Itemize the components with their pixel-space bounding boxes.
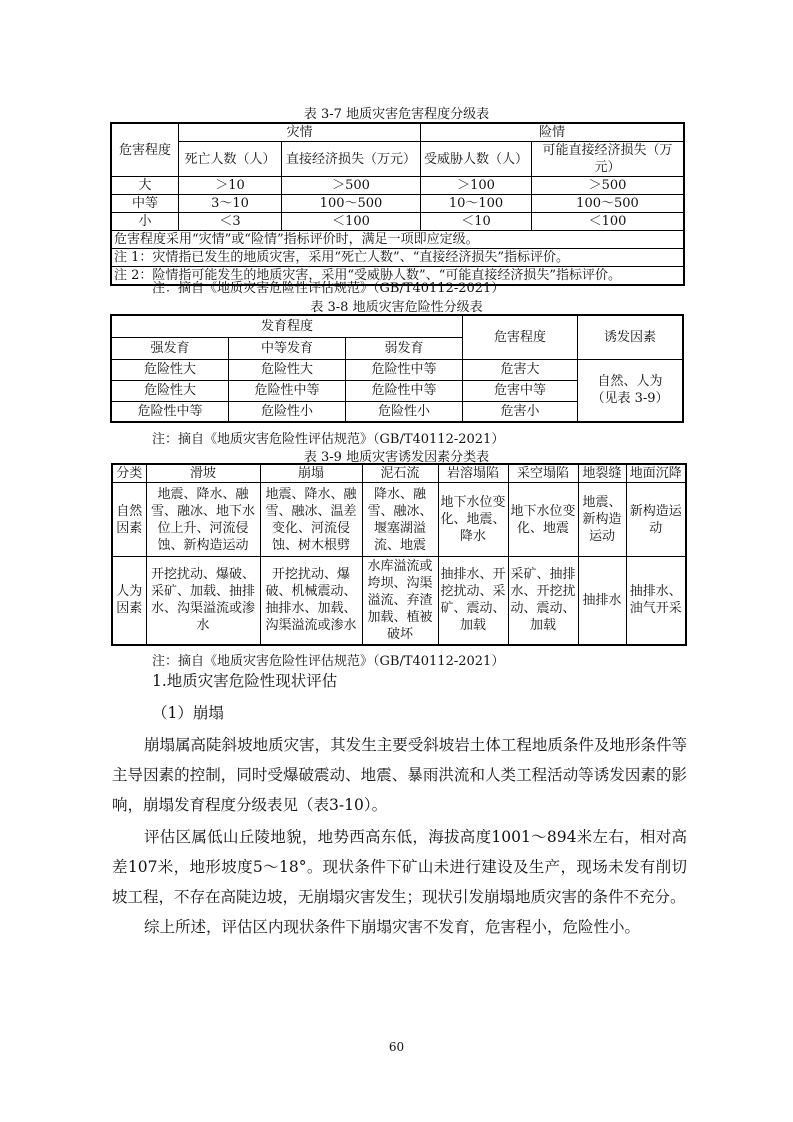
header-mining-subsidence: 采空塌陷 xyxy=(508,464,578,483)
table-cell: 危险性小 xyxy=(346,401,463,422)
table-cell: 中等 xyxy=(111,195,179,213)
table-3-8 xyxy=(110,314,684,423)
subsection-heading: （1）崩塌 xyxy=(152,704,224,722)
header-deaths: 死亡人数（人） xyxy=(179,142,282,177)
table-cell: 100～500 xyxy=(532,195,685,213)
table-row xyxy=(112,557,686,645)
header-landslide: 滑坡 xyxy=(146,464,260,483)
table-cell: 危害大 xyxy=(463,359,578,380)
table-cell: 开挖扰动、爆破、机械震动、抽排水、加载、沟渠溢流或渗水 xyxy=(260,557,362,645)
table-cell: 采矿、抽排水、开挖扰动、震动、加载 xyxy=(508,557,578,645)
table-3-7-caption: 表 3-7 地质灾害危害程度分级表 xyxy=(303,107,490,122)
table-cell: 地震、降水、融雪、融冰、地下水位上升、河流侵蚀、新构造运动 xyxy=(146,483,260,557)
table-cell: 抽排水 xyxy=(578,557,626,645)
paragraph-2: 评估区属低山丘陵地貌，地势西高东低，海拔高度1001～894米左右，相对高差107米，地形坡度5～18°。现状条件下矿山未进行建设及生产，现场未发有削切坡工程，不存在高陡边坡，无崩塌灾害发生；现状引发崩塌地质灾害的条件不充分。 xyxy=(112,828,687,906)
table-row xyxy=(111,213,684,231)
header-degree: 危害程度 xyxy=(111,123,179,177)
table-row xyxy=(112,483,686,557)
header-medium: 中等发育 xyxy=(229,337,346,359)
table-cell: ＞500 xyxy=(282,177,421,195)
table-cell: 大 xyxy=(111,177,179,195)
table-cell: 新构造运动 xyxy=(626,483,686,557)
table-cell: ＜10 xyxy=(421,213,532,231)
table-cell: 开挖扰动、爆破、采矿、加载、抽排水、沟渠溢流或渗水 xyxy=(146,557,260,645)
table-note: 注 2：险情指可能发生的地质灾害，采用“受威胁人数”、“可能直接经济损失”指标评价。 xyxy=(111,267,684,286)
header-potential: 可能直接经济损失（万元） xyxy=(532,142,685,177)
table-cell: 危害中等 xyxy=(463,380,578,401)
table-cell: 危险性大 xyxy=(111,359,229,380)
table-cell: 3～10 xyxy=(179,195,282,213)
header-karst: 岩溶塌陷 xyxy=(438,464,508,483)
table-3-9-source: 注：摘自《地质灾害危险性评估规范》（GB/T40112-2021） xyxy=(152,654,505,669)
table-3-9-caption: 表 3-9 地质灾害诱发因素分类表 xyxy=(303,450,490,465)
table-cell: 危险性大 xyxy=(229,359,346,380)
table-3-9 xyxy=(111,463,687,646)
header-debris-flow: 泥石流 xyxy=(362,464,438,483)
table-row xyxy=(111,177,684,195)
table-cell: 地震、新构造运动 xyxy=(578,483,626,557)
table-cell: 地下水位变化、地震 xyxy=(508,483,578,557)
table-cell: 危险性中等 xyxy=(346,359,463,380)
table-cell: 危险性中等 xyxy=(111,401,229,422)
table-cell: ＞10 xyxy=(179,177,282,195)
header-cause: 诱发因素 xyxy=(578,315,684,359)
table-cell: 抽排水、油气开采 xyxy=(626,557,686,645)
header-collapse: 崩塌 xyxy=(260,464,362,483)
table-cell: ＜3 xyxy=(179,213,282,231)
table-cell: 危险性中等 xyxy=(229,380,346,401)
table-row xyxy=(111,359,683,380)
table-cell: ＜100 xyxy=(532,213,685,231)
table-cell: 小 xyxy=(111,213,179,231)
table-note: 注 1：灾情指已发生的地质灾害，采用“死亡人数”、“直接经济损失”指标评价。 xyxy=(111,249,684,267)
header-threat: 受威胁人数（人） xyxy=(421,142,532,177)
table-cell: 降水、融雪、融冰、堰塞湖溢流、地震 xyxy=(362,483,438,557)
paragraph-3: 综上所述，评估区内现状条件下崩塌灾害不发育，危害程小，危险性小。 xyxy=(144,918,641,936)
table-3-7-source: 注：摘自《地质灾害危险性评估规范》（GB/T40112-2021） xyxy=(152,281,505,296)
header-harm: 危害程度 xyxy=(463,315,578,359)
table-cell: ＜100 xyxy=(282,213,421,231)
table-3-7 xyxy=(110,122,685,286)
table-cell: ＞100 xyxy=(421,177,532,195)
section-heading: 1.地质灾害危险性现状评估 xyxy=(152,672,338,690)
table-cell: ＞500 xyxy=(532,177,685,195)
cause-cell xyxy=(578,359,684,422)
table-row xyxy=(111,195,684,213)
header-ground-subsidence: 地面沉降 xyxy=(626,464,686,483)
header-risk: 险情 xyxy=(421,123,685,142)
header-disaster: 灾情 xyxy=(179,123,421,142)
table-cell: 危害小 xyxy=(463,401,578,422)
table-cell: 地震、降水、融雪、融冰、温差变化、河流侵蚀、树木根劈 xyxy=(260,483,362,557)
table-3-8-source: 注：摘自《地质灾害危险性评估规范》（GB/T40112-2021） xyxy=(152,432,505,447)
page-number: 60 xyxy=(388,1040,405,1054)
header-ground-fissure: 地裂缝 xyxy=(578,464,626,483)
header-development: 发育程度 xyxy=(111,315,463,337)
cause-line: 自然、人为 xyxy=(597,374,663,390)
table-cell: 10～100 xyxy=(421,195,532,213)
cause-line: （见表 3-9） xyxy=(591,391,669,407)
table-cell: 危险性小 xyxy=(229,401,346,422)
table-cell: 水库溢流或垮坝、沟渠溢流、弃渣加载、植被破坏 xyxy=(362,557,438,645)
row-label: 人为因素 xyxy=(112,557,146,645)
table-cell: 100～500 xyxy=(282,195,421,213)
header-loss: 直接经济损失（万元） xyxy=(282,142,421,177)
table-cell: 危险性中等 xyxy=(346,380,463,401)
header-weak: 弱发育 xyxy=(346,337,463,359)
row-label: 自然因素 xyxy=(112,483,146,557)
table-note: 危害程度采用“灾情”或“险情”指标评价时，满足一项即应定级。 xyxy=(111,231,684,249)
header-category: 分类 xyxy=(112,464,146,483)
paragraph-1: 崩塌属高陡斜坡地质灾害，其发生主要受斜坡岩土体工程地质条件及地形条件等主导因素的控制，同时受爆破震动、地震、暴雨洪流和人类工程活动等诱发因素的影响，崩塌发育程度分级表见（表3-10）。 xyxy=(112,736,687,814)
table-cell: 地下水位变化、地震、降水 xyxy=(438,483,508,557)
table-cell: 危险性大 xyxy=(111,380,229,401)
table-3-8-caption: 表 3-8 地质灾害危险性分级表 xyxy=(310,300,483,315)
table-cell: 抽排水、开挖扰动、采矿、震动、加载 xyxy=(438,557,508,645)
header-strong: 强发育 xyxy=(111,337,229,359)
